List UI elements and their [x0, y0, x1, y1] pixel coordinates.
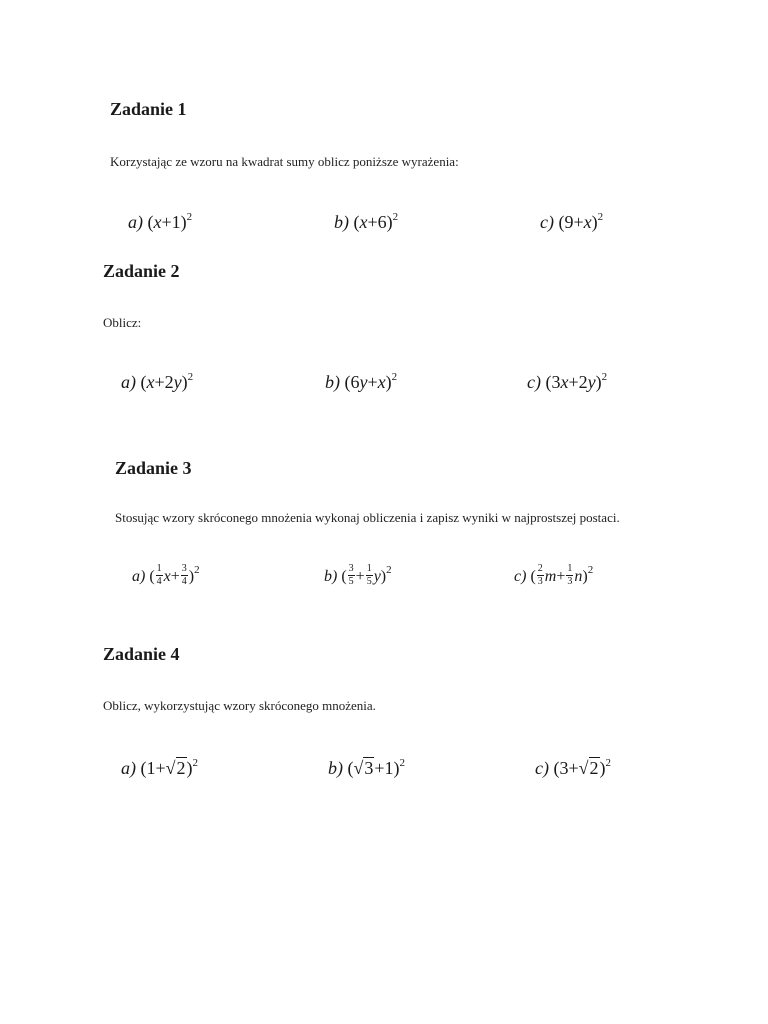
expression-b: b) ( $\frac{3}{5}$ + $\frac{1}{5}$ y)$^2$ [324, 563, 392, 587]
task-title: Zadanie 4 [103, 644, 180, 664]
expression-c: c) $(9+x)^2$ [540, 211, 604, 232]
expression-b: b) $(√3+1)^2$ [328, 757, 406, 778]
task-title: Zadanie 1 [110, 99, 187, 119]
expression-c: c) ( $\frac{2}{3}$ m+ $\frac{1}{3}$ n)$^2$ [514, 563, 594, 587]
expression-c: c) $(3x+2y)^2$ [527, 371, 608, 392]
fraction: $\frac{1}{4}$ [156, 563, 162, 587]
task-title: Zadanie 3 [115, 458, 192, 478]
square-root: √2 [165, 758, 186, 778]
fraction: $\frac{3}{5}$ [348, 563, 354, 587]
expression-b: b) $(6y+x)^2$ [325, 371, 398, 392]
square-root: √2 [578, 758, 599, 778]
expression-a: a) $(x+2y)^2$ [121, 371, 194, 392]
task-instruction: Korzystając ze wzoru na kwadrat sumy oblicz poniższe wyrażenia: [110, 154, 459, 169]
fraction: $\frac{1}{3}$ [567, 563, 573, 587]
fraction: $\frac{1}{5}$ [366, 563, 372, 587]
fraction: $\frac{2}{3}$ [537, 563, 543, 587]
task-instruction: Oblicz, wykorzystując wzory skróconego mnożenia. [103, 698, 376, 713]
expression-c: c) $(3+√2)^2$ [535, 757, 612, 778]
expression-a: a) ( $\frac{1}{4}$ x+ $\frac{3}{4}$ )$^2$ [132, 563, 200, 587]
expression-a: a) $(1+√2)^2$ [121, 757, 199, 778]
expression-b: b) $(x+6)^2$ [334, 211, 399, 232]
task-instruction: Oblicz: [103, 315, 142, 330]
fraction: $\frac{3}{4}$ [181, 563, 187, 587]
square-root: √3 [353, 758, 374, 778]
task-title: Zadanie 2 [103, 261, 180, 281]
task-instruction: Stosując wzory skróconego mnożenia wykonaj obliczenia i zapisz wyniki w najprostszej postaci. [115, 510, 620, 525]
expression-a: a) $(x+1)^2$ [128, 211, 193, 232]
